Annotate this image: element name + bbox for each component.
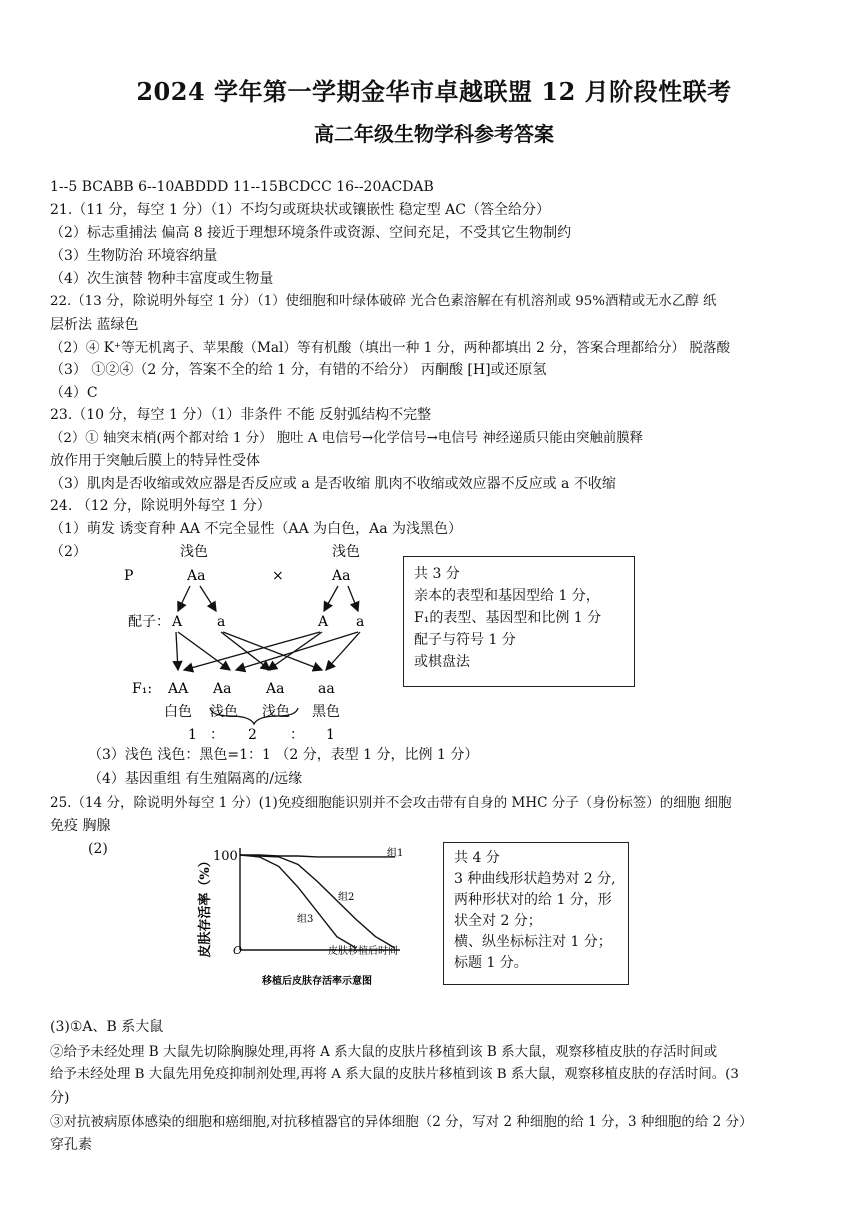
answer-line: 25.（14 分，除说明外每空 1 分）(1)免疫细胞能识别并不会攻击带有自身的 MHC 分子（身份标签）的细胞 细胞 (50, 795, 732, 811)
y-axis-label (197, 854, 213, 957)
page-title: 2024 学年第一学期金华市卓越联盟 12 月阶段性联考 (136, 77, 732, 106)
answer-line: (2) (88, 841, 108, 857)
answer-line: (3)①A、B 系大鼠 (50, 1019, 164, 1035)
answer-line: （4）基因重组 有生殖隔离的/远缘 (88, 771, 303, 787)
scoring-note-line: 亲本的表型和基因型给 1 分， (414, 588, 600, 604)
answer-line: （3） ①②④（2 分，答案不全的给 1 分，有错的不给分） 丙酮酸 [H]或还原氢 (50, 362, 547, 378)
ratio-part: 2 (248, 727, 257, 743)
scoring-note-line: 3 种曲线形状趋势对 2 分, (454, 871, 616, 887)
scoring-note-box (403, 556, 635, 687)
answer-line: 穿孔素 (50, 1137, 92, 1153)
answer-line: （2）④ K⁺等无机离子、苹果酸（Mal）等有机酸（填出一种 1 分，两种都填出 2 分，答案合理都给分） 脱落酸 (50, 340, 731, 356)
scoring-note-box (443, 842, 629, 985)
answer-line: （2） (50, 544, 87, 560)
y-axis-label-text: 皮肤存活率（%） (198, 854, 213, 958)
answer-line: （2）标志重捕法 偏高 8 接近于理想环境条件或资源、空间充足，不受其它生物制约 (50, 225, 572, 241)
y-tick-label: 100 (213, 849, 238, 864)
f1-label: F₁: (132, 681, 153, 697)
parent-phenotype: 浅色 (332, 544, 360, 560)
series-line-2 (240, 855, 395, 948)
parent-genotype: Aa (332, 568, 351, 584)
answer-line: （2）① 轴突末梢(两个都对给 1 分） 胞吐 A 电信号→化学信号→电信号 神经递质只能由突触前膜释 (50, 431, 644, 446)
f1-phenotype: 黑色 (312, 704, 340, 720)
answer-line: 1--5 BCABB 6--10ABDDD 11--15BCDCC 16--20ACDAB (50, 179, 434, 195)
answer-line: 22.（13 分，除说明外每空 1 分）（1）使细胞和叶绿体破碎 光合色素溶解在有机溶剂或 95%酒精或无水乙醇 纸 (50, 294, 717, 309)
ratio-part: 1 (188, 727, 197, 743)
scoring-note-line: 共 4 分 (454, 850, 500, 866)
gamete: A (318, 614, 329, 630)
answer-line: 免疫 胸腺 (50, 818, 111, 834)
gamete: a (356, 614, 365, 630)
scoring-note-line: 横、纵坐标标注对 1 分； (454, 934, 612, 950)
skin-survival-chart (195, 838, 435, 988)
answer-line: 21.（11 分，每空 1 分）（1）不均匀或斑块状或镶嵌性 稳定型 AC（答全给分） (50, 202, 550, 218)
gamete-label: 配子： (128, 614, 170, 630)
f1-genotype: aa (318, 681, 335, 697)
series-label-1: 组1 (387, 848, 404, 859)
p-label: P (124, 568, 134, 584)
f1-phenotype: 浅色 (210, 704, 238, 720)
scoring-note-line: 两种形状对的给 1 分，形 (454, 892, 612, 908)
f1-genotype: AA (168, 681, 189, 697)
scoring-note-line: 共 3 分 (414, 566, 460, 582)
answer-line: ③对抗被病原体感染的细胞和癌细胞,对抗移植器官的异体细胞（2 分，写对 2 种细胞的给 1 分，3 种细胞的给 2 分） (50, 1114, 753, 1130)
ratio-part: ： (210, 727, 224, 743)
answer-line: （3）生物防治 环境容纳量 (50, 248, 218, 264)
answer-line: 23.（10 分，每空 1 分）（1）非条件 不能 反射弧结构不完整 (50, 407, 432, 423)
scoring-note-line: 状全对 2 分； (454, 913, 542, 929)
answer-line: 24. （12 分，除说明外每空 1 分） (50, 498, 271, 514)
answer-line: 层析法 蓝绿色 (50, 317, 139, 333)
scoring-note-line: 配子与符号 1 分 (414, 632, 516, 648)
f1-genotype: Aa (213, 681, 232, 697)
scoring-note-line: F₁的表型、基因型和比例 1 分 (414, 610, 602, 626)
cross-sign: × (272, 568, 284, 584)
ratio-part: ： (290, 727, 304, 743)
f1-genotype: Aa (266, 681, 285, 697)
parent-phenotype: 浅色 (180, 544, 208, 560)
page-subtitle: 高二年级生物学科参考答案 (314, 122, 554, 146)
chart-title: 移植后皮肤存活率示意图 (262, 976, 372, 987)
parent-genotype: Aa (187, 568, 206, 584)
gamete: A (172, 614, 183, 630)
answer-line: （3）肌肉是否收缩或效应器是否反应或 a 是否收缩 肌肉不收缩或效应器不反应或 a 不收缩 (50, 476, 616, 492)
f1-phenotype: 白色 (164, 704, 192, 720)
gamete: a (217, 614, 226, 630)
answer-line: 给予未经处理 B 大鼠先用免疫抑制剂处理,再将 A 系大鼠的皮肤片移植到该 B 系大鼠，观察移植皮肤的存活时间。(3 (50, 1067, 739, 1082)
answer-line: （4）次生演替 物种丰富度或生物量 (50, 271, 274, 287)
answer-line: （3）浅色 浅色：黑色=1：1 （2 分，表型 1 分，比例 1 分） (88, 747, 479, 763)
ratio-part: 1 (326, 727, 335, 743)
f1-phenotype: 浅色 (262, 704, 290, 720)
origin-label: O (233, 944, 243, 957)
genetic-cross-diagram (110, 538, 410, 748)
answer-line: （1）萌发 诱变育种 AA 不完全显性（AA 为白色，Aa 为浅黑色） (50, 521, 463, 537)
scoring-note-line: 标题 1 分。 (454, 955, 528, 971)
answer-line: 放作用于突触后膜上的特异性受体 (50, 453, 260, 469)
x-axis-label: 皮肤移植后时间 (328, 946, 398, 957)
answer-line: 分) (50, 1090, 70, 1106)
series-label-2: 组2 (338, 892, 355, 903)
answer-line: ②给予未经处理 B 大鼠先切除胸腺处理,再将 A 系大鼠的皮肤片移植到该 B 系大鼠，观察移植皮肤的存活时间或 (50, 1044, 718, 1060)
series-label-3: 组3 (297, 914, 314, 925)
scoring-note-line: 或棋盘法 (414, 654, 470, 670)
answer-line: （4）C (50, 385, 98, 401)
